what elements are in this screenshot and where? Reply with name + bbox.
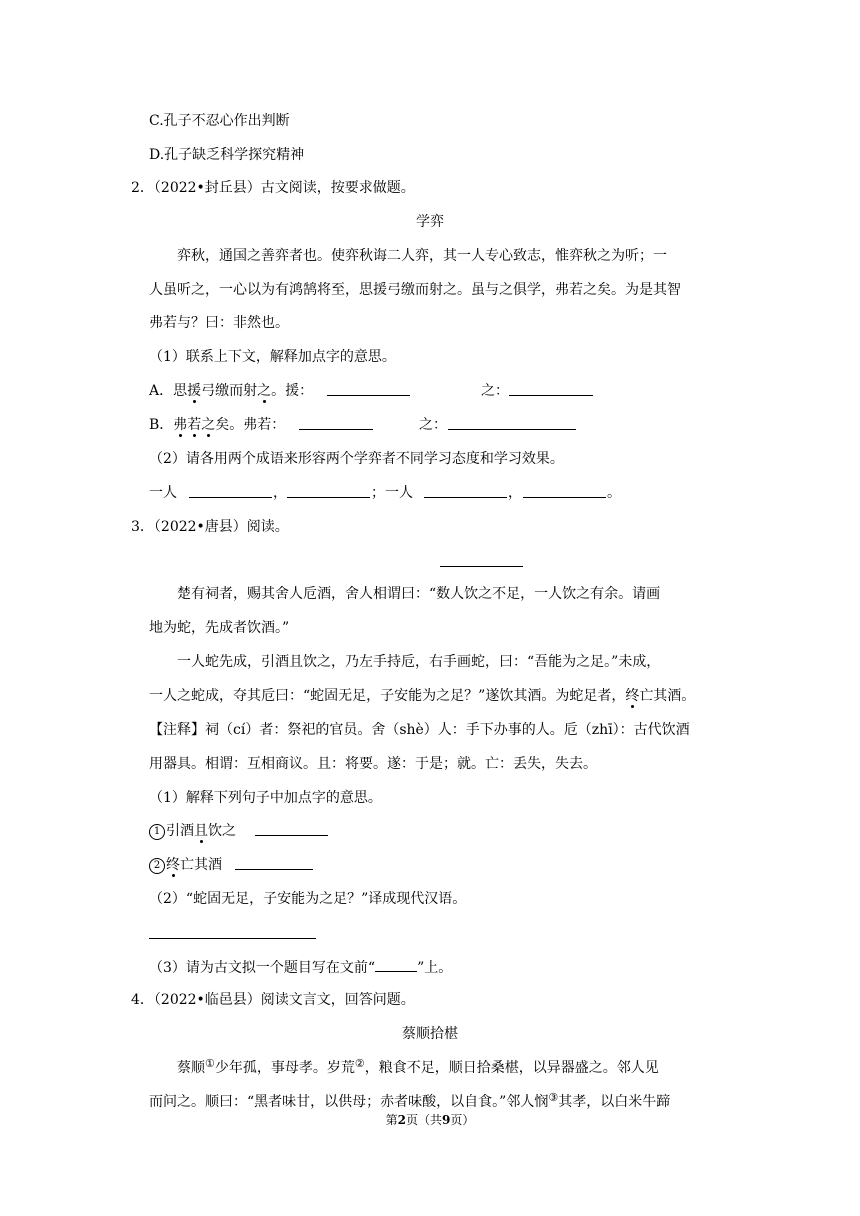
footer-text: 页） bbox=[450, 1113, 475, 1127]
subquestion-label: （2）“蛇固无足，子安能为之足？”译成现代汉语。 bbox=[149, 891, 467, 907]
passage-text: 亡其酒。 bbox=[639, 688, 696, 704]
question-4-header: 4．（2022•临邑县）阅读文言文，回答问题。 bbox=[131, 992, 415, 1008]
question-2-header: 2．（2022•封丘县）古文阅读，按要求做题。 bbox=[131, 180, 415, 196]
item-text: （3）请为古文拟一个题目写在文前“ bbox=[149, 960, 376, 976]
answer-blank[interactable] bbox=[149, 926, 316, 939]
passage-line: 楚有祠者，赐其舍人卮酒，舍人相谓曰：“数人饮之不足，一人饮之有余。请画 bbox=[177, 586, 661, 602]
annotation-line: 用器具。相谓：互相商议。且：将要。遂：于是；就。亡：丢失，失去。 bbox=[149, 756, 597, 772]
passage-text: ，粮食不足，顺日拾桑椹，以异器盛之。邻人见 bbox=[364, 1060, 659, 1076]
item-text: 引酒 bbox=[166, 823, 194, 839]
idiom-prompt-two: ；一人 bbox=[371, 485, 413, 501]
item-1 bbox=[149, 824, 236, 840]
circled-number: 2 bbox=[149, 858, 165, 874]
subquestion-label bbox=[149, 959, 452, 975]
passage-text: 其孝，以白米牛蹄 bbox=[558, 1094, 671, 1110]
idiom-prompt-one: 一人 bbox=[149, 485, 177, 501]
footer-text: 页（共 bbox=[405, 1113, 442, 1127]
note-marker: ③ bbox=[548, 1091, 559, 1104]
item-text: 。援： bbox=[271, 383, 314, 399]
item-text: 弓缴而射 bbox=[201, 383, 258, 399]
dotted-char: 援 bbox=[187, 383, 202, 399]
dotted-char: 终 bbox=[166, 857, 180, 873]
punctuation: ， bbox=[508, 485, 522, 501]
page-number: 2 bbox=[397, 1113, 406, 1127]
item-b bbox=[149, 418, 285, 432]
total-pages: 9 bbox=[442, 1113, 451, 1127]
item-a bbox=[149, 384, 313, 398]
item-text: B． bbox=[149, 417, 174, 433]
dotted-char: 之 bbox=[257, 383, 272, 399]
passage-title-xueyi: 学弈 bbox=[416, 214, 444, 230]
passage-text: 一人蛇先成，引酒且饮之，乃左手持卮，右手画蛇，曰：“吾能为之足。”未成， bbox=[177, 654, 661, 670]
item-2 bbox=[149, 858, 222, 874]
punctuation: 。 bbox=[607, 485, 621, 501]
answer-blank[interactable] bbox=[235, 857, 313, 870]
passage-line: 弈秋，通国之善弈者也。使弈秋诲二人弈，其一人专心致志，惟弈秋之为听；一 bbox=[177, 248, 667, 264]
title-blank[interactable] bbox=[440, 554, 523, 567]
passage-text: 而问之。顺曰：“黑者味甘，以供母；赤者味酸，以自食。”邻人悯 bbox=[149, 1094, 549, 1110]
passage-line bbox=[149, 1091, 671, 1110]
answer-blank[interactable] bbox=[523, 485, 606, 498]
passage-line: 弗若与？曰：非然也。 bbox=[149, 315, 289, 331]
option-c: C.孔子不忍心作出判断 bbox=[149, 113, 290, 129]
passage-line: 地为蛇，先成者饮酒。” bbox=[149, 620, 290, 636]
annotation-line: 【注释】祠（cí）者：祭祀的官员。舍（shè）人：手下办事的人。卮（zhī）：古代饮酒 bbox=[149, 722, 690, 738]
answer-blank[interactable] bbox=[327, 383, 410, 396]
footer-text: 第 bbox=[385, 1113, 398, 1127]
item-text: A．思 bbox=[149, 383, 188, 399]
answer-blank[interactable] bbox=[509, 383, 593, 396]
answer-blank[interactable] bbox=[375, 959, 417, 972]
answer-blank[interactable] bbox=[299, 417, 373, 430]
answer-blank[interactable] bbox=[255, 823, 328, 836]
circled-number: 1 bbox=[149, 824, 165, 840]
answer-blank[interactable] bbox=[287, 485, 370, 498]
item-text: 亡其酒 bbox=[180, 857, 222, 873]
page-footer bbox=[0, 1114, 860, 1126]
subquestion-label: （2）请各用两个成语来形容两个学弈者不同学习态度和学习效果。 bbox=[149, 451, 564, 467]
question-3-header: 3．（2022•唐县）阅读。 bbox=[131, 519, 289, 535]
subquestion-label: （1）解释下列句子中加点字的意思。 bbox=[149, 790, 382, 806]
dotted-char: 若 bbox=[187, 417, 202, 433]
item-text: 饮之 bbox=[208, 823, 236, 839]
dotted-char: 弗 bbox=[173, 417, 188, 433]
passage-text: 一人之蛇成，夺其卮曰：“蛇固无足，子安能为之足？”遂饮其酒。为蛇足者， bbox=[149, 688, 626, 704]
passage-text: 少年孤，事母孝。岁荒 bbox=[214, 1060, 355, 1076]
passage-line bbox=[149, 689, 695, 703]
dotted-char: 且 bbox=[194, 823, 208, 839]
passage-title-caishun: 蔡顺拾椹 bbox=[402, 1026, 458, 1042]
punctuation: ， bbox=[273, 485, 287, 501]
answer-blank[interactable] bbox=[189, 485, 272, 498]
dotted-char: 之 bbox=[201, 417, 216, 433]
note-marker: ② bbox=[354, 1057, 365, 1070]
item-text: 矣。弗若： bbox=[215, 417, 286, 433]
answer-blank[interactable] bbox=[448, 417, 576, 430]
item-b-label-2: 之： bbox=[419, 417, 447, 433]
subquestion-label: （1）联系上下文，解释加点字的意思。 bbox=[149, 349, 396, 365]
passage-line: 人虽听之，一心以为有鸿鹄将至，思援弓缴而射之。虽与之俱学，弗若之矣。为是其智 bbox=[149, 282, 681, 298]
passage-line bbox=[177, 655, 660, 669]
option-d: D.孔子缺乏科学探究精神 bbox=[149, 147, 305, 163]
item-text: ”上。 bbox=[417, 960, 453, 976]
dotted-char: 终 bbox=[625, 688, 640, 704]
item-a-label-2: 之： bbox=[481, 383, 509, 399]
passage-text: 蔡顺 bbox=[177, 1060, 205, 1076]
passage-line bbox=[177, 1057, 659, 1076]
answer-blank[interactable] bbox=[424, 485, 507, 498]
note-marker: ① bbox=[205, 1057, 215, 1070]
